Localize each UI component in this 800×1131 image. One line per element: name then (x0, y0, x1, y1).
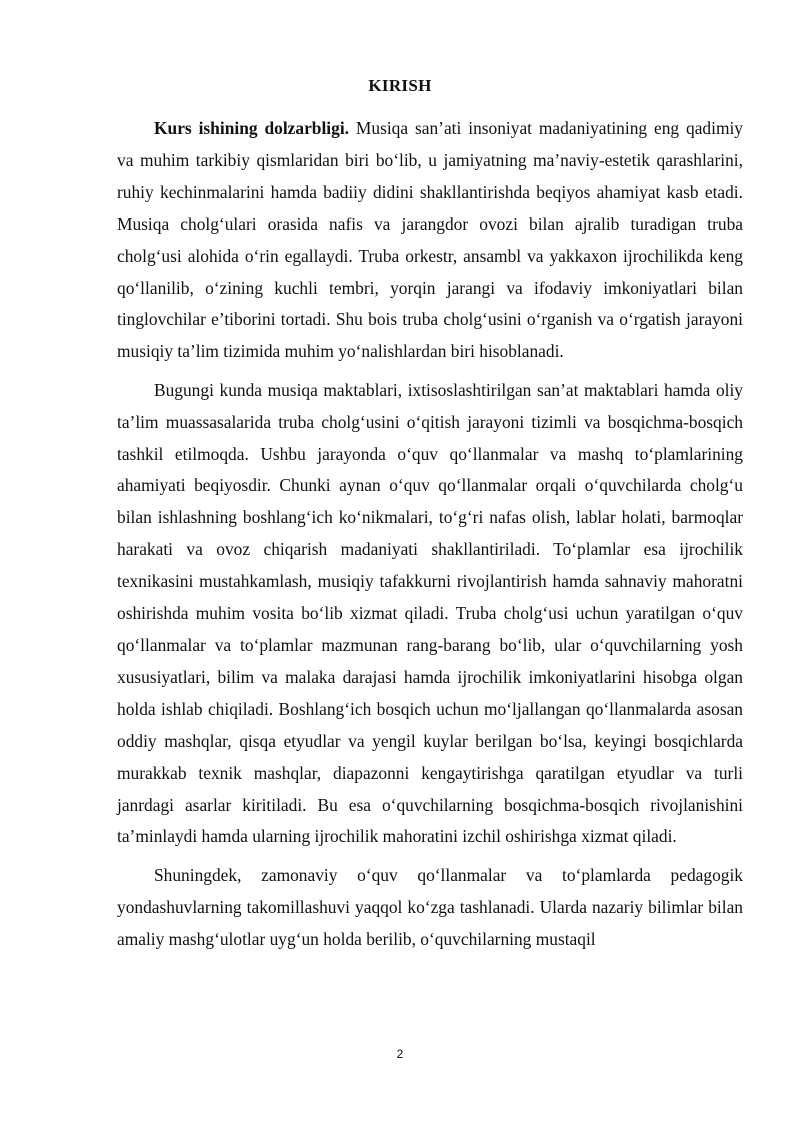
paragraph-lead: Kurs ishining dolzarbligi. (154, 118, 350, 138)
paragraph-text: Musiqa san’ati insoniyat madaniyatining eng qadimiy va muhim tarkibiy qismlaridan biri bo‘lib, u jamiyatning ma’naviy-estetik qarashlarini, ruhiy kechinmalarini hamda badiiy didini shakllantirishda beqiyos ahamiyat kasb etadi. Musiqa cholg‘ulari orasida nafis va jarangdor ovozi bilan ajralib turadigan truba cholg‘usi alohida o‘rin egallaydi. Truba orkestr, ansambl va yakkaxon ijrochilikda keng qo‘llanilib, o‘zining kuchli tembri, yorqin jarangi va ifodaviy imkoniyatlari bilan tinglovchilar e’tiborini tortadi. Shu bois truba cholg‘usini o‘rganish va o‘rgatish jarayoni musiqiy ta’lim tizimida muhim yo‘nalishlardan biri hisoblanadi. (117, 118, 743, 362)
paragraph-modern-approaches (117, 860, 743, 956)
paragraph-relevance (117, 113, 743, 368)
body-text (117, 113, 743, 962)
section-heading: KIRISH (368, 76, 432, 95)
paragraph-text: Shuningdek, zamonaviy o‘quv qo‘llanmalar va to‘plamlarda pedagogik yondashuvlarning takomillashuvi yaqqol ko‘zga tashlanadi. Ularda nazariy bilimlar bilan amaliy mashg‘ulotlar uyg‘un holda berilib, o‘quvchilarning mustaqil (117, 864, 743, 949)
page-number: 2 (396, 1047, 404, 1061)
paragraph-text: Bugungi kunda musiqa maktablari, ixtisoslashtirilgan san’at maktablari hamda oliy ta’lim muassasalarida truba cholg‘usini o‘qitish jarayoni tizimli va bosqichma-bosqich tashkil etilmoqda. Ushbu jarayonda o‘quv qo‘llanmalar va mashq to‘plamlarining ahamiyati beqiyosdir. Chunki aynan o‘quv qo‘llanmalar orqali o‘quvchilarda cholg‘u bilan ishlashning boshlang‘ich ko‘nikmalari, to‘g‘ri nafas olish, lablar holati, barmoqlar harakati va ovoz chiqarish madaniyati shakllantiriladi. To‘plamlar esa ijrochilik texnikasini mustahkamlash, musiqiy tafakkurni rivojlantirish hamda sahnaviy mahoratni oshirishda muhim vosita bo‘lib xizmat qiladi. Truba cholg‘usi uchun yaratilgan o‘quv qo‘llanmalar va to‘plamlar mazmunan rang-barang bo‘lib, ular o‘quvchilarning yosh xususiyatlari, bilim va malaka darajasi hamda ijrochilik imkoniyatlarini hisobga olgan holda ishlab chiqiladi. Boshlang‘ich bosqich uchun mo‘ljallangan qo‘llanmalarda asosan oddiy mashqlar, qisqa etyudlar va yengil kuylar berilgan bo‘lsa, keyingi bosqichlarda murakkab texnik mashqlar, diapazonni kengaytirishga qaratilgan etyudlar va turli janrdagi asarlar kiritiladi. Bu esa o‘quvchilarning bosqichma-bosqich rivojlanishini ta’minlaydi hamda ularning ijrochilik mahoratini izchil oshirishga xizmat qiladi. (117, 379, 743, 847)
paragraph-teaching-materials (117, 375, 743, 854)
